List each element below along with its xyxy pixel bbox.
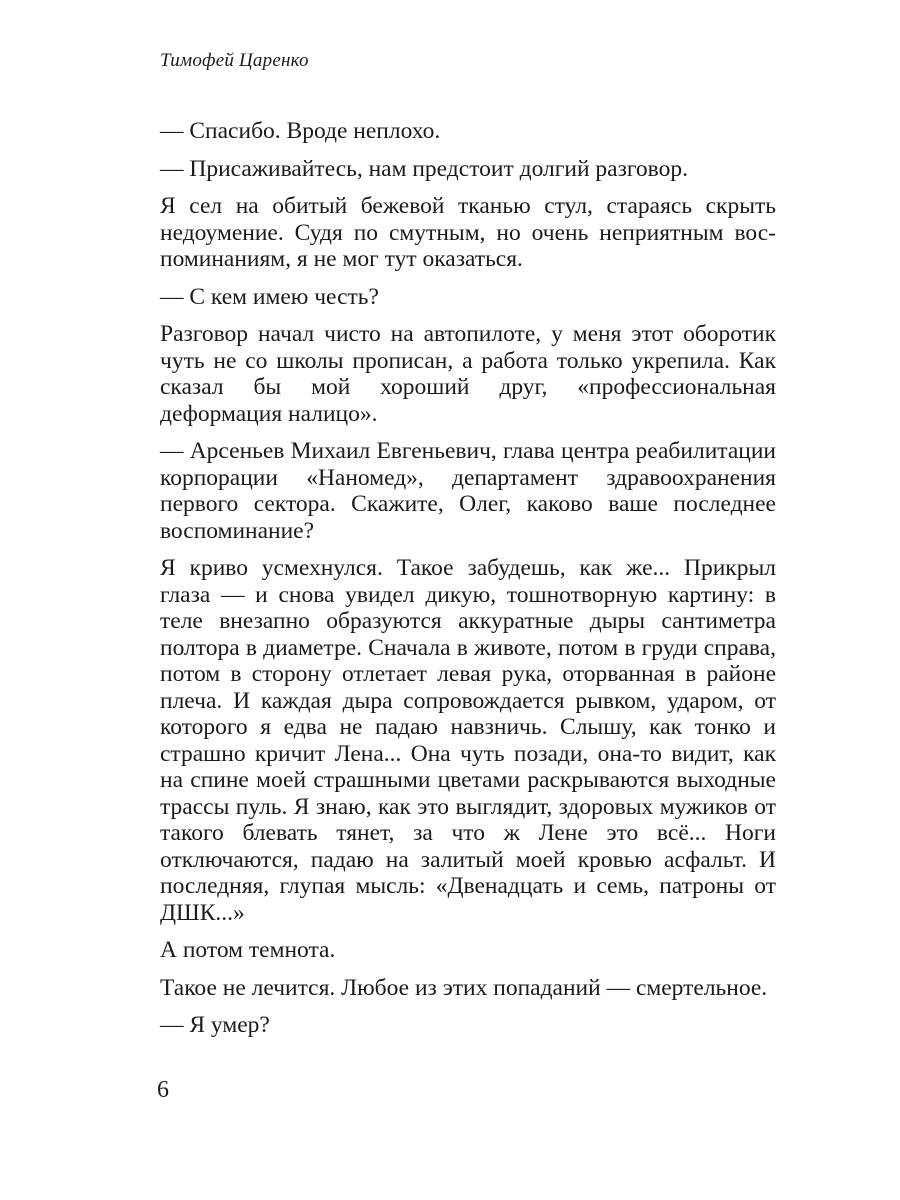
paragraph-2: — Присаживайтесь, нам предстоит долгий разговор.	[160, 155, 688, 182]
paragraph-8: А потом темнота.	[160, 937, 336, 963]
paragraph-3: Я сел на обитый бежевой тканью стул, стараясь скрыть недоумение. Судя по смутным, но очень неприятным воспоминаниям, я не мог тут оказаться.	[160, 193, 776, 272]
paragraph-7: Я криво усмехнулся. Такое забудешь, как же... Прикрыл глаза — и снова увидел дикую, тошнотворную картину: в теле внезапно образуются аккуратные дыры сантиметра полтора в диаметре. Сначала в животе, потом в груди справа, потом в сторону отлетает левая рука, оторванная в районе плеча. И каждая дыра сопровождается рывком, ударом, от которого я едва не падаю навзничь. Слышу, как тонко и страшно кричит Лена... Она чуть позади, она-то видит, как на спине моей страшными цветами раскрываются выходные трассы пуль. Я знаю, как это выглядит, здоровых мужиков от такого блевать тянет, за что ж Лене это всё... Ноги отключаются, падаю на залитый моей кровью асфальт. И последняя, глупая мысль: «Двенадцать и семь, патроны от ДШК...»	[160, 555, 776, 926]
paragraph-1: — Спасибо. Вроде неплохо.	[160, 118, 441, 144]
page-number: 6	[157, 1077, 169, 1103]
body-text	[160, 118, 776, 1050]
paragraph-6: — Арсеньев Михаил Евгеньевич, глава центра реабилитации корпорации «Наномед», департамент здравоохранения первого сектора. Скажите, Олег, каково ваше последнее воспоминание?	[160, 438, 776, 544]
running-head: Тимофей Царенко	[160, 50, 309, 71]
paragraph-4: — С кем имею честь?	[160, 283, 379, 310]
paragraph-5: Разговор начал чисто на автопилоте, у меня этот оборотик чуть не со школы прописан, а работа только укрепила. Как сказал бы мой хороший друг, «профессиональная деформация налицо».	[160, 321, 776, 427]
paragraph-9: Такое не лечится. Любое из этих попаданий — смертельное.	[160, 974, 768, 1001]
paragraph-10: — Я умер?	[160, 1012, 270, 1038]
